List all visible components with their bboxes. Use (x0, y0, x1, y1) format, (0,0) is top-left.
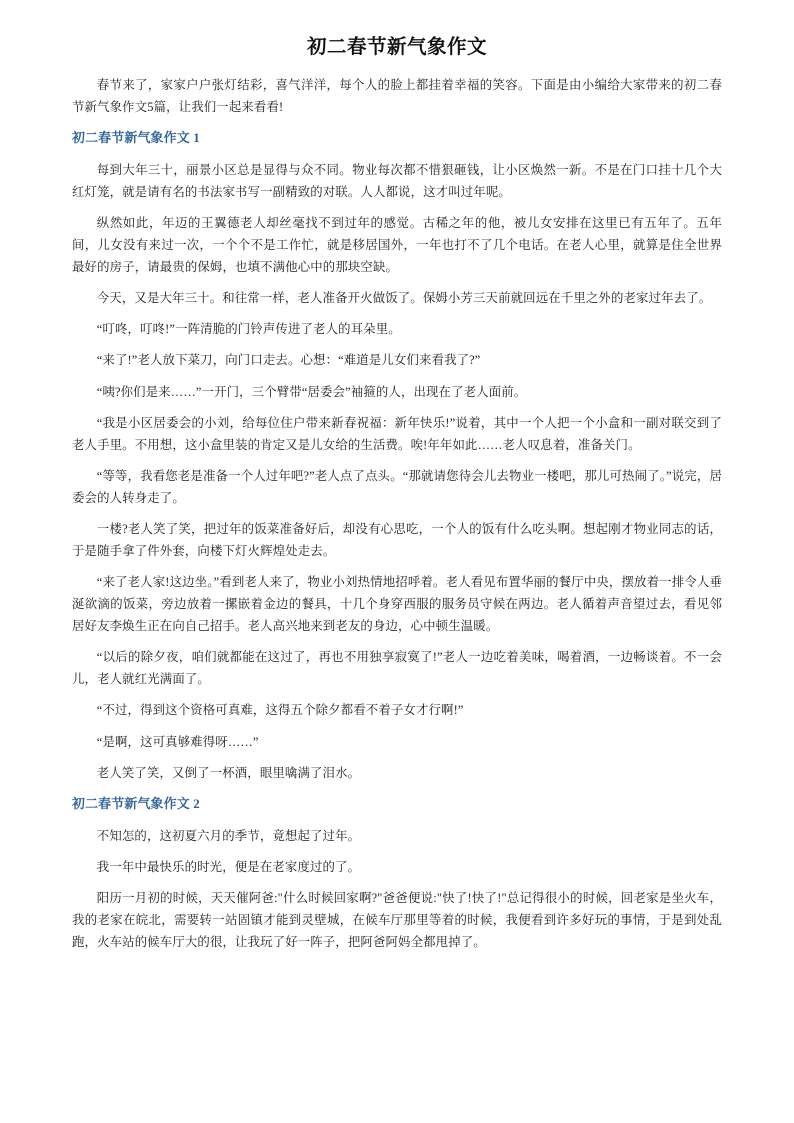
section-heading-2: 初二春节新气象作文 2 (72, 797, 200, 812)
paragraph: “叮咚，叮咚!”一阵清脆的门铃声传进了老人的耳朵里。 (96, 322, 401, 337)
page-title: 初二春节新气象作文 (306, 37, 487, 58)
paragraph: 不知怎的，这初夏六月的季节，竟想起了过年。 (96, 828, 361, 843)
paragraph: “不过，得到这个资格可真难，这得五个除夕都看不着子女才行啊!” (96, 703, 464, 718)
intro-paragraph: 春节来了，家家户户张灯结彩，喜气洋洋，每个人的脸上都挂着幸福的笑容。下面是由小编给大家带来的初二春节新气象作文5篇，让我们一起来看看! (72, 78, 722, 115)
paragraph: “我是小区居委会的小刘，给每位住户带来新春祝福：新年快乐!”说着，其中一个人把一个小盒和一副对联交到了老人手里。不用想，这小盒里装的肯定又是儿女给的生活费。唉!年年如此……老人叹息着，准备关门。 (72, 416, 722, 452)
paragraph: 阳历一月初的时候，天天催阿爸:"什么时候回家啊?"爸爸便说:"快了!快了!"总记得很小的时候，回老家是坐火车，我的老家在皖北，需要转一站固镇才能到灵壁城，在候车厅那里等着的时候，我便看到许多好玩的事情，于是到处乱跑，火车站的候车厅大的很，让我玩了好一阵子，把阿爸阿妈全都甩掉了。 (72, 891, 722, 949)
paragraph: 每到大年三十，丽景小区总是显得与众不同。物业每次都不惜狠砸钱，让小区焕然一新。不是在门口挂十几个大红灯笼，就是请有名的书法家书写一副精致的对联。人人都说，这才叫过年呢。 (72, 162, 722, 199)
paragraph: 老人笑了笑，又倒了一杯酒，眼里噙满了泪水。 (96, 765, 361, 780)
paragraph: 我一年中最快乐的时光，便是在老家度过的了。 (96, 860, 361, 875)
paragraph: 今天，又是大年三十。和往常一样，老人准备开火做饭了。保姆小芳三天前就回远在千里之外的老家过年去了。 (96, 290, 712, 305)
paragraph: “来了老人家!这边坐。”看到老人来了，物业小刘热情地招呼着。老人看见布置华丽的餐厅中央，摆放着一排令人垂涎欲滴的饭菜，旁边放着一摞嵌着金边的餐具，十几个身穿西服的服务员守候在两边。老人循着声音望过去，看见邻居好友李焕生正在向自己招手。老人高兴地来到老友的身边，心中顿生温暖。 (72, 575, 722, 633)
section-heading-1: 初二春节新气象作文 1 (72, 131, 200, 146)
paragraph: “咦?你们是来……”一开门，三个臂带“居委会”袖箍的人，出现在了老人面前。 (96, 384, 527, 399)
paragraph: “等等，我看您老是准备一个人过年吧?”老人点了点头。“那就请您待会儿去物业一楼吧，那儿可热闹了。”说完，居委会的人转身走了。 (72, 469, 722, 505)
paragraph: 纵然如此，年迈的王翼德老人却丝毫找不到过年的感觉。古稀之年的他，被儿女安排在这里已有五年了。五年间，儿女没有来过一次，一个个不是工作忙，就是移居国外，一年也打不了几个电话。在老人心里，就算是住全世界最好的房子，请最贵的保姆，也填不满他心中的那块空缺。 (72, 215, 722, 274)
paragraph: “以后的除夕夜，咱们就都能在这过了，再也不用独享寂寞了!”老人一边吃着美味，喝着酒，一边畅谈着。不一会儿，老人就红光满面了。 (72, 650, 722, 687)
paragraph: “是啊，这可真够难得呀……” (96, 734, 259, 749)
paragraph: “来了!”老人放下菜刀，向门口走去。心想：“难道是儿女们来看我了?” (96, 353, 481, 368)
paragraph: 一楼?老人笑了笑，把过年的饭菜准备好后，却没有心思吃，一个人的饭有什么吃头啊。想起刚才物业同志的话，于是随手拿了件外套，向楼下灯火辉煌处走去。 (72, 522, 722, 559)
